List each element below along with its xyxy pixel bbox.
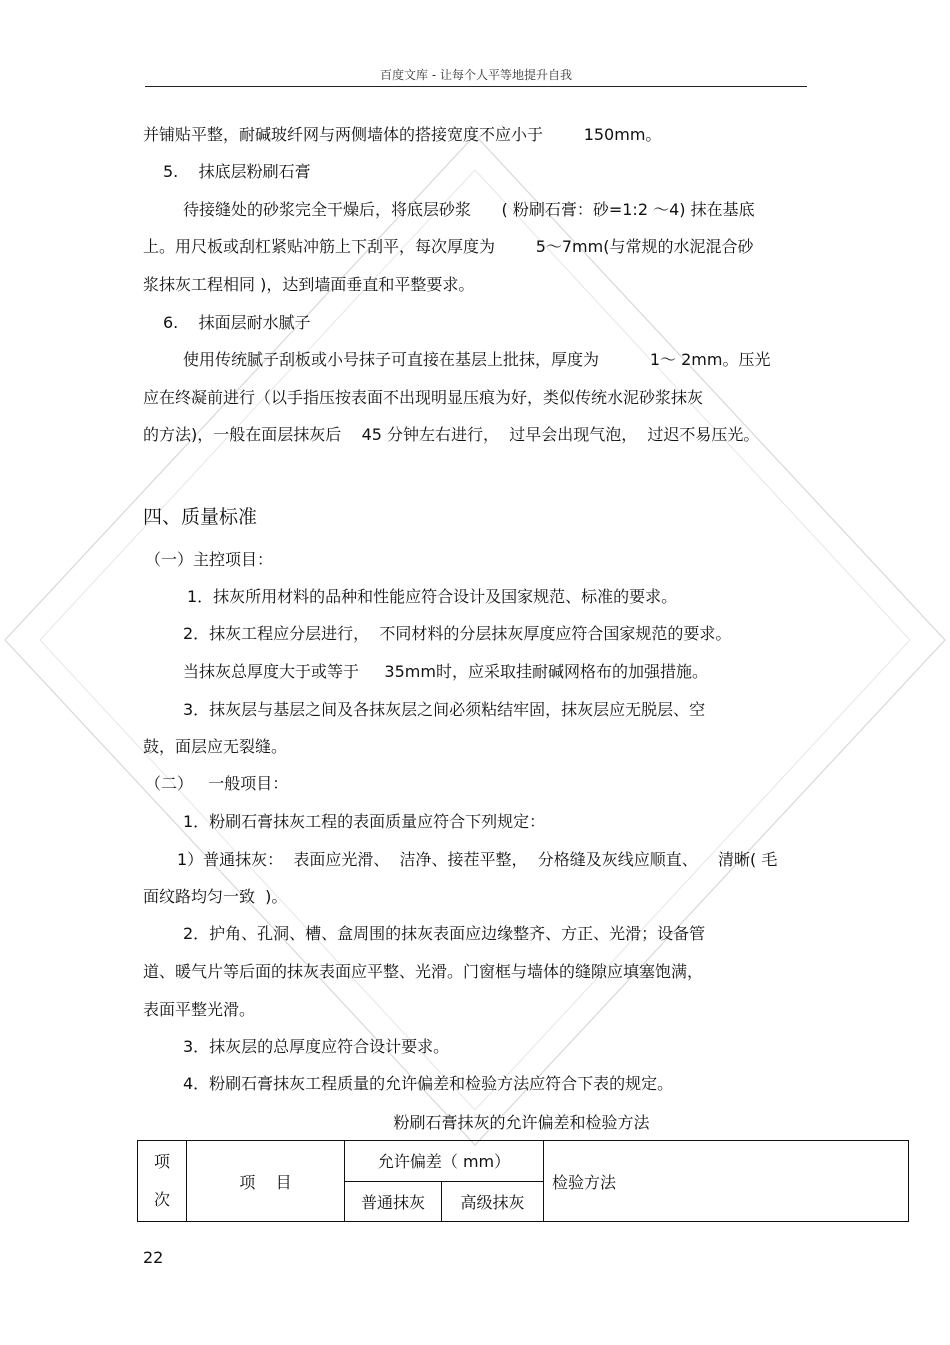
header-normal [345, 1181, 442, 1222]
section-heading: 四、质量标准 [143, 506, 258, 528]
body-line: 待接缝处的砂浆完全干燥后，将底层砂浆 ( 粉刷石膏：砂=1:2 ～4) 抹在基底 [183, 200, 755, 219]
list-item: 1）普通抹灰： 表面应光滑、 洁净、接茬平整， 分格缝及灰线应顺直、 清晰( 毛 [177, 850, 778, 869]
body-line: 道、暖气片等后面的抹灰表面应平整、光滑。门窗框与墙体的缝隙应填塞饱满， [143, 962, 704, 981]
header-method [544, 1141, 909, 1222]
tolerance-table [137, 1140, 909, 1222]
header-index-line2: 次 [153, 1190, 170, 1209]
subsection-heading: （一）主控项目： [145, 550, 274, 569]
step-heading: 6. 抹面层耐水腻子 [163, 313, 311, 332]
header-item-label: 项 目 [239, 1172, 292, 1192]
header-index [138, 1141, 187, 1222]
list-item: 2．护角、孔洞、槽、盒周围的抹灰表面应边缘整齐、方正、光滑；设备管 [183, 924, 706, 943]
list-item: 3．抹灰层的总厚度应符合设计要求。 [183, 1037, 450, 1056]
body-line: 鼓，面层应无裂缝。 [143, 737, 288, 756]
page-header: 百度文库 - 让每个人平等地提升自我 [380, 68, 572, 82]
list-item: 1．粉刷石膏抹灰工程的表面质量应符合下列规定： [183, 812, 546, 831]
body-line: 浆抹灰工程相同 )，达到墙面垂直和平整要求。 [143, 275, 475, 294]
header-advanced-label: 高级抹灰 [460, 1192, 525, 1212]
body-line: 当抹灰总厚度大于或等于 35mm时，应采取挂耐碱网格布的加强措施。 [183, 662, 708, 681]
page-number: 22 [143, 1248, 164, 1267]
header-tolerance [345, 1141, 544, 1182]
subsection-heading: （二） 一般项目： [145, 774, 289, 793]
step-heading: 5. 抹底层粉刷石膏 [163, 162, 311, 181]
header-divider [145, 86, 807, 87]
header-index-line1: 项 [153, 1152, 170, 1171]
header-normal-label: 普通抹灰 [360, 1192, 425, 1212]
body-line: 应在终凝前进行（以手指压按表面不出现明显压痕为好，类似传统水泥砂浆抹灰 [143, 388, 704, 407]
list-item: 2．抹灰工程应分层进行， 不同材料的分层抹灰厚度应符合国家规范的要求。 [183, 624, 732, 643]
header-item [187, 1141, 345, 1222]
body-line: 面纹路均匀一致 )。 [143, 887, 288, 906]
table-caption: 粉刷石膏抹灰的允许偏差和检验方法 [393, 1113, 650, 1132]
header-tolerance-label: 允许偏差（ mm） [377, 1152, 511, 1172]
body-line: 表面平整光滑。 [143, 1000, 256, 1019]
body-line: 并铺贴平整，耐碱玻纤网与两侧墙体的搭接宽度不应小于 150mm。 [143, 125, 662, 144]
header-advanced [442, 1181, 544, 1222]
list-item: 1．抹灰所用材料的品种和性能应符合设计及国家规范、标准的要求。 [187, 587, 678, 606]
header-method-label: 检验方法 [552, 1172, 617, 1192]
body-line: 的方法)，一般在面层抹灰后 45 分钟左右进行， 过早会出现气泡， 过迟不易压光。 [143, 425, 760, 444]
body-line: 上。用尺板或刮杠紧贴冲筋上下刮平，每次厚度为 5～7mm(与常规的水泥混合砂 [143, 237, 754, 256]
list-item: 3．抹灰层与基层之间及各抹灰层之间必须粘结牢固，抹灰层应无脱层、空 [183, 700, 706, 719]
body-line: 使用传统腻子刮板或小号抹子可直接在基层上批抹，厚度为 1～ 2mm。压光 [183, 350, 771, 369]
list-item: 4．粉刷石膏抹灰工程质量的允许偏差和检验方法应符合下表的规定。 [183, 1074, 674, 1093]
